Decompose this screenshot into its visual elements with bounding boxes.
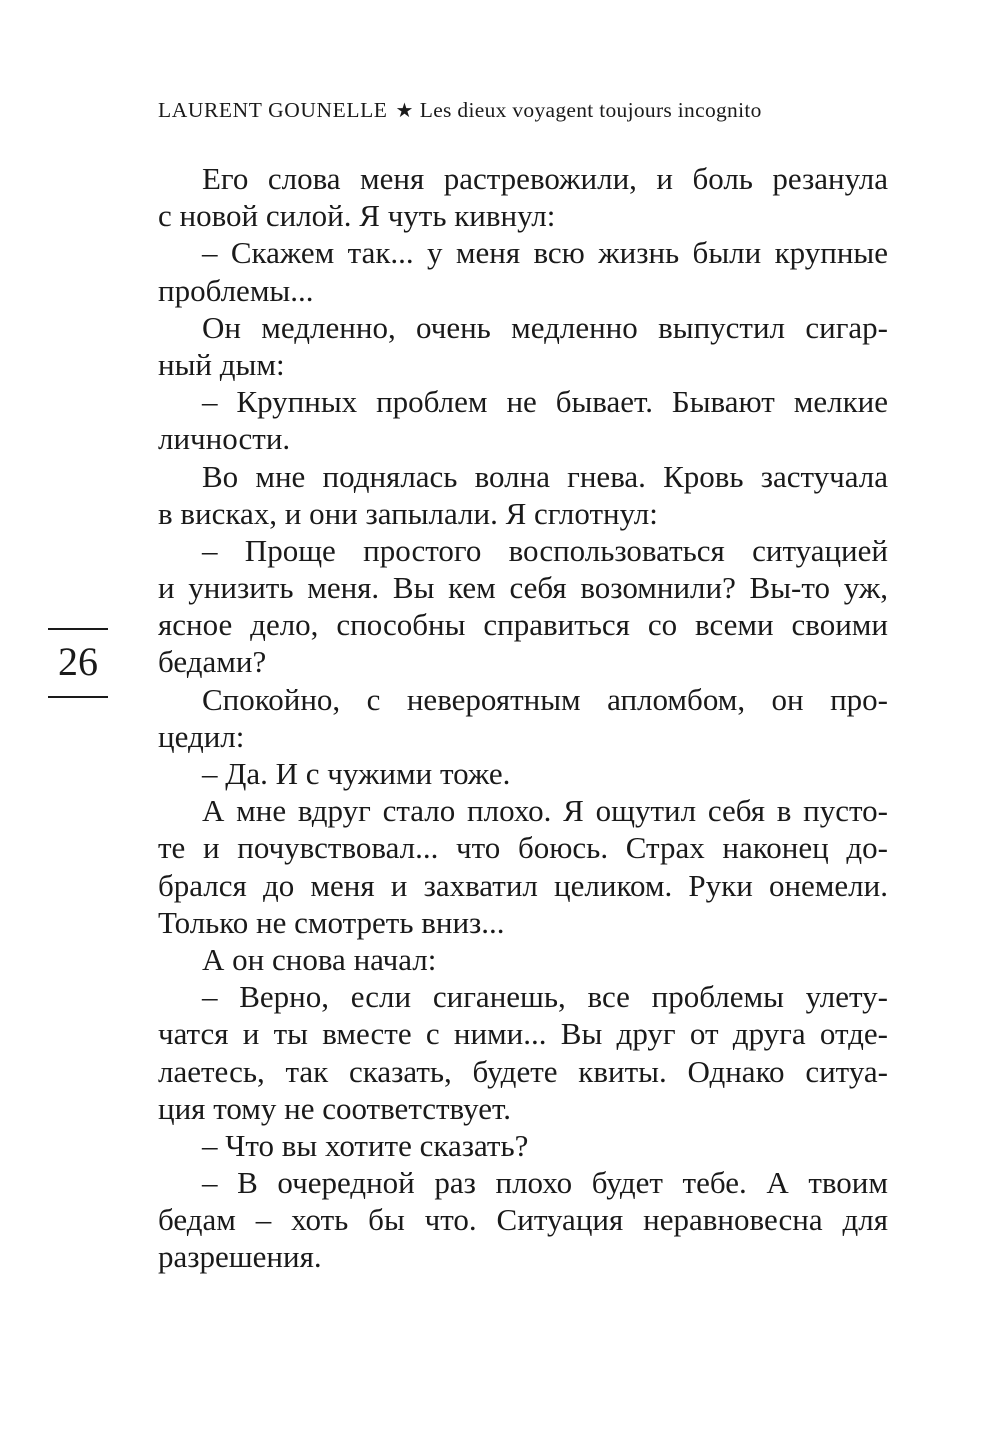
- text-line: лаетесь, так сказать, будете квиты. Однако ситуа-: [158, 1053, 888, 1089]
- running-header: [158, 98, 890, 123]
- text-line: бедами?: [158, 644, 267, 680]
- text-line: – Проще простого воспользоваться ситуацией: [202, 532, 888, 568]
- text-line: в висках, и они запылали. Я сглотнул:: [158, 495, 658, 531]
- text-line: ный дым:: [158, 346, 285, 382]
- text-line: с новой силой. Я чуть кивнул:: [158, 198, 556, 234]
- text-line: Во мне поднялась волна гнева. Кровь застучала: [202, 458, 888, 494]
- header-author: LAURENT GOUNELLE: [158, 98, 388, 122]
- page-number-block: [48, 628, 108, 698]
- text-line: ясное дело, способны справиться со всеми своими: [158, 607, 888, 643]
- text-line: бедам – хоть бы что. Ситуация неравновесна для: [158, 1202, 888, 1238]
- text-line: Его слова меня растревожили, и боль резанула: [202, 161, 888, 196]
- page-number: 26: [58, 639, 98, 684]
- text-line: разрешения.: [158, 1239, 322, 1275]
- text-line: брался до меня и захватил целиком. Руки онемели.: [158, 867, 888, 903]
- text-line: – Что вы хотите сказать?: [202, 1127, 529, 1163]
- text-line: – В очередной раз плохо будет тебе. А твоим: [202, 1165, 888, 1201]
- text-line: и унизить меня. Вы кем себя возомнили? Вы-то уж,: [158, 570, 888, 606]
- page-number-rule-bottom: [48, 696, 108, 698]
- text-line: А мне вдруг стало плохо. Я ощутил себя в пусто-: [202, 793, 888, 829]
- text-line: А он снова начал:: [202, 941, 437, 977]
- text-line: чатся и ты вместе с ними... Вы друг от друга отде-: [158, 1016, 888, 1052]
- text-line: личности.: [158, 421, 291, 457]
- text-line: цедил:: [158, 718, 245, 754]
- text-line: – Да. И с чужими тоже.: [202, 756, 511, 791]
- body-text: [158, 160, 888, 1276]
- text-line: – Верно, если сиганешь, все проблемы улету-: [202, 979, 888, 1015]
- text-line: те и почувствовал... что боюсь. Страх наконец до-: [158, 830, 888, 866]
- text-line: Только не смотреть вниз...: [158, 904, 505, 940]
- text-line: Спокойно, с невероятным апломбом, он про-: [202, 681, 888, 717]
- text-line: – Крупных проблем не бывает. Бывают мелкие: [202, 384, 888, 420]
- header-book-title: Les dieux voyagent toujours incognito: [419, 98, 762, 122]
- text-line: Он медленно, очень медленно выпустил сигар-: [202, 309, 888, 345]
- text-line: – Скажем так... у меня всю жизнь были крупные: [202, 235, 888, 271]
- text-line: ция тому не соответствует.: [158, 1090, 511, 1126]
- star-icon: ★: [395, 100, 414, 122]
- text-line: проблемы...: [158, 272, 314, 308]
